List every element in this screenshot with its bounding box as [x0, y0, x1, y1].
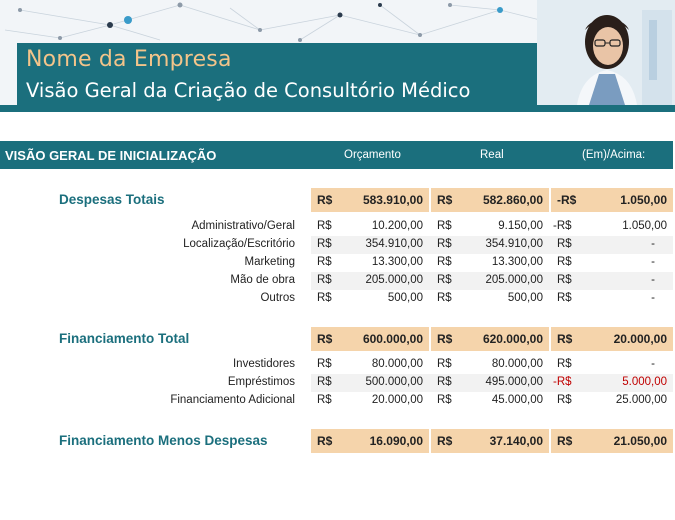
currency-label: R$ [437, 358, 452, 370]
currency-label: R$ [437, 394, 452, 406]
currency-label: R$ [317, 376, 332, 388]
cell-value: 354.910,00 [365, 238, 423, 250]
table-cell [551, 290, 673, 308]
cell-value: 5.000,00 [622, 376, 667, 388]
currency-label: R$ [437, 292, 452, 304]
total-value: 20.000,00 [613, 332, 667, 346]
row-label: Outros [260, 292, 295, 304]
table-cell [311, 272, 429, 290]
total-value: 583.910,00 [362, 193, 423, 207]
cell-value: 9.150,00 [498, 220, 543, 232]
cell-value: 1.050,00 [622, 220, 667, 232]
total-value: 37.140,00 [489, 434, 543, 448]
funding-total-variance [551, 327, 673, 351]
cell-value: - [651, 358, 655, 370]
currency-label: -R$ [557, 193, 577, 207]
table-cell [431, 218, 549, 236]
cell-value: - [651, 274, 655, 286]
net-title: Financiamento Menos Despesas [59, 433, 268, 448]
section-header-bar [0, 141, 673, 169]
doctor-photo [537, 0, 675, 105]
cell-value: 500,00 [387, 292, 423, 304]
header-banner [0, 0, 675, 112]
currency-label: R$ [317, 332, 333, 346]
currency-label: R$ [557, 292, 572, 304]
net-total-variance [551, 429, 673, 453]
cell-value: 10.200,00 [371, 220, 423, 232]
table-cell [311, 356, 429, 374]
currency-label: R$ [557, 394, 572, 406]
expenses-total-budget [311, 188, 429, 212]
row-label: Mão de obra [230, 274, 295, 286]
table-cell [311, 218, 429, 236]
currency-label: R$ [557, 434, 573, 448]
row-label: Localização/Escritório [183, 238, 295, 250]
cell-value: 500.000,00 [365, 376, 423, 388]
table-cell [551, 254, 673, 272]
funding-title: Financiamento Total [59, 331, 190, 346]
cell-value: 25.000,00 [615, 394, 667, 406]
currency-label: R$ [557, 238, 572, 250]
currency-label: R$ [317, 220, 332, 232]
cell-value: 20.000,00 [371, 394, 423, 406]
cell-value: 205.000,00 [485, 274, 543, 286]
currency-label: R$ [317, 238, 332, 250]
cell-value: 205.000,00 [365, 274, 423, 286]
table-cell [551, 218, 673, 236]
currency-label: R$ [317, 193, 333, 207]
currency-label: R$ [317, 358, 332, 370]
net-total-budget [311, 429, 429, 453]
table-cell [311, 290, 429, 308]
table-cell [551, 236, 673, 254]
currency-label: R$ [437, 332, 453, 346]
column-header-variance: (Em)/Acima: [582, 149, 646, 161]
total-value: 1.050,00 [620, 193, 667, 207]
table-cell-negative [551, 374, 673, 392]
cell-value: 500,00 [507, 292, 543, 304]
currency-label: -R$ [553, 220, 572, 232]
currency-label: R$ [437, 434, 453, 448]
table-cell [311, 236, 429, 254]
cell-value: - [651, 256, 655, 268]
table-cell [431, 272, 549, 290]
funding-total-actual [431, 327, 549, 351]
total-value: 21.050,00 [613, 434, 667, 448]
cell-value: 354.910,00 [485, 238, 543, 250]
expenses-title: Despesas Totais [59, 192, 165, 207]
currency-label: R$ [437, 274, 452, 286]
cell-value: 13.300,00 [371, 256, 423, 268]
total-value: 16.090,00 [369, 434, 423, 448]
total-value: 582.860,00 [482, 193, 543, 207]
currency-label: R$ [317, 434, 333, 448]
table-cell [431, 374, 549, 392]
table-cell [431, 254, 549, 272]
currency-label: R$ [437, 256, 452, 268]
net-total-actual [431, 429, 549, 453]
table-cell [551, 356, 673, 374]
cell-value: - [651, 292, 655, 304]
row-label: Investidores [232, 358, 295, 370]
row-label: Administrativo/Geral [191, 220, 295, 232]
header-strip [0, 105, 675, 112]
currency-label: R$ [317, 292, 332, 304]
cell-value: 13.300,00 [491, 256, 543, 268]
column-header-budget: Orçamento [344, 149, 401, 161]
cell-value: 80.000,00 [371, 358, 423, 370]
currency-label: R$ [317, 394, 332, 406]
currency-label: R$ [557, 332, 573, 346]
table-cell [551, 272, 673, 290]
row-label: Empréstimos [227, 376, 295, 388]
currency-label: R$ [437, 220, 452, 232]
currency-label: R$ [317, 256, 332, 268]
table-cell [311, 374, 429, 392]
expenses-total-variance [551, 188, 673, 212]
cell-value: 80.000,00 [491, 358, 543, 370]
section-title: VISÃO GERAL DE INICIALIZAÇÃO [5, 148, 217, 163]
table-cell [311, 392, 429, 410]
page-subtitle: Visão Geral da Criação de Consultório Médico [26, 79, 471, 102]
currency-label: -R$ [553, 376, 572, 388]
column-header-actual: Real [480, 149, 504, 161]
funding-total-budget [311, 327, 429, 351]
currency-label: R$ [437, 193, 453, 207]
currency-label: R$ [557, 274, 572, 286]
currency-label: R$ [317, 274, 332, 286]
row-label: Marketing [244, 256, 295, 268]
row-label: Financiamento Adicional [170, 394, 295, 406]
cell-value: 495.000,00 [485, 376, 543, 388]
currency-label: R$ [557, 358, 572, 370]
total-value: 600.000,00 [362, 332, 423, 346]
currency-label: R$ [437, 376, 452, 388]
table-cell [311, 254, 429, 272]
expenses-total-actual [431, 188, 549, 212]
cell-value: - [651, 238, 655, 250]
table-cell [431, 392, 549, 410]
cell-value: 45.000,00 [491, 394, 543, 406]
total-value: 620.000,00 [482, 332, 543, 346]
company-name: Nome da Empresa [26, 47, 232, 72]
currency-label: R$ [437, 238, 452, 250]
table-cell [431, 290, 549, 308]
table-cell [431, 356, 549, 374]
table-cell [551, 392, 673, 410]
table-cell [431, 236, 549, 254]
currency-label: R$ [557, 256, 572, 268]
